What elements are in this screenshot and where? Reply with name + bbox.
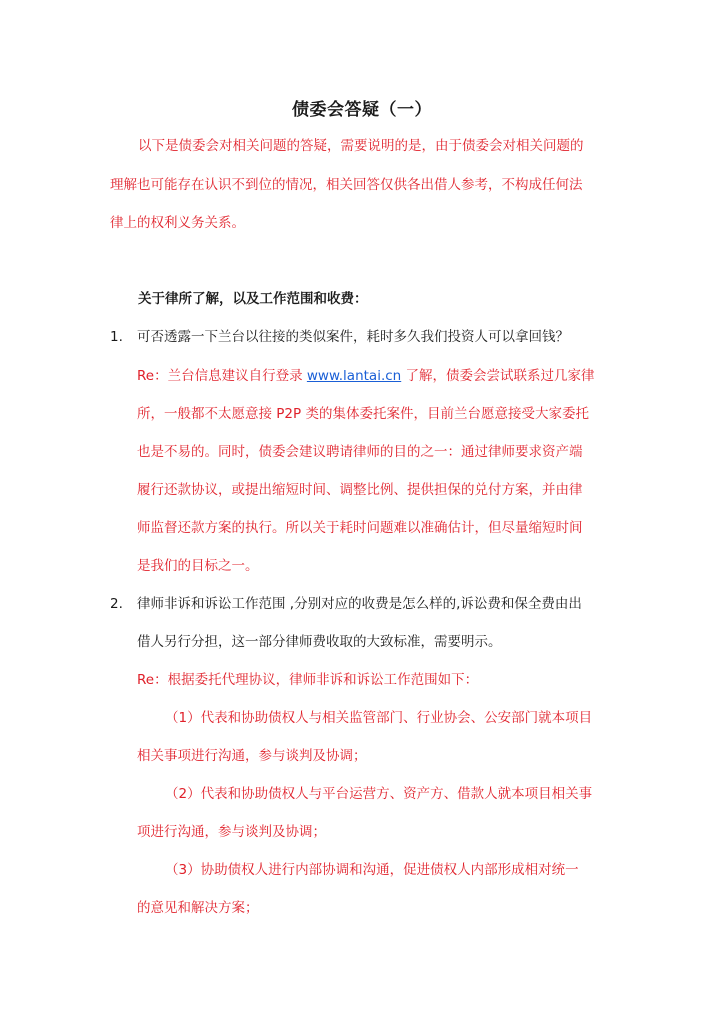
answer-1-line-4: 履行还款协议，或提出缩短时间、调整比例、提供担保的兑付方案，并由律 [137,482,583,498]
question-2-number: 2. [110,596,123,612]
section-heading: 关于律所了解，以及工作范围和收费： [138,291,368,307]
answer-1-line-1 [137,363,595,389]
answer-2-intro: Re：根据委托代理协议，律师非诉和诉讼工作范围如下： [137,672,479,688]
answer-1-line-2: 所，一般都不太愿意接 P2P 类的集体委托案件，目前兰台愿意接受大家委托 [137,406,589,422]
intro-line-2: 理解也可能存在认识不到位的情况，相关回答仅供各出借人参考，不构成任何法 [110,177,583,193]
question-2-line-2: 借人另行分担，这一部分律师费收取的大致标准，需要明示。 [137,634,502,650]
answer-2-item-2-line-2: 项进行沟通，参与谈判及协调； [137,824,326,840]
lantai-link[interactable]: www.lantai.cn [306,368,402,384]
answer-2-item-3-line-1: （3）协助债权人进行内部协调和沟通，促进债权人内部形成相对统一 [165,862,579,878]
intro-line-3: 律上的权利义务关系。 [110,215,245,231]
answer-1-line-3: 也是不易的。同时，债委会建议聘请律师的目的之一：通过律师要求资产端 [137,444,583,460]
answer-1-suffix: 了解，债委会尝试联系过几家律 [401,368,595,384]
question-1-number: 1. [110,329,123,345]
answer-1-line-6: 是我们的目标之一。 [137,558,259,574]
answer-2-item-2-line-1: （2）代表和协助债权人与平台运营方、资产方、借款人就本项目相关事 [165,786,593,802]
question-1-text: 可否透露一下兰台以往接的类似案件，耗时多久我们投资人可以拿回钱？ [137,329,569,345]
page-title: 债委会答疑（一） [292,100,432,120]
intro-line-1: 以下是债委会对相关问题的答疑，需要说明的是，由于债委会对相关问题的 [138,138,584,154]
answer-1-line-5: 师监督还款方案的执行。所以关于耗时问题难以准确估计，但尽量缩短时间 [137,520,583,536]
answer-2-item-1-line-1: （1）代表和协助债权人与相关监管部门、行业协会、公安部门就本项目 [165,710,593,726]
answer-1-prefix: Re：兰台信息建议自行登录 [137,368,307,384]
question-2-line-1: 律师非诉和诉讼工作范围 ,分别对应的收费是怎么样的,诉讼费和保全费由出 [137,596,582,612]
answer-2-item-3-line-2: 的意见和解决方案； [137,900,259,916]
answer-2-item-1-line-2: 相关事项进行沟通，参与谈判及协调； [137,748,367,764]
